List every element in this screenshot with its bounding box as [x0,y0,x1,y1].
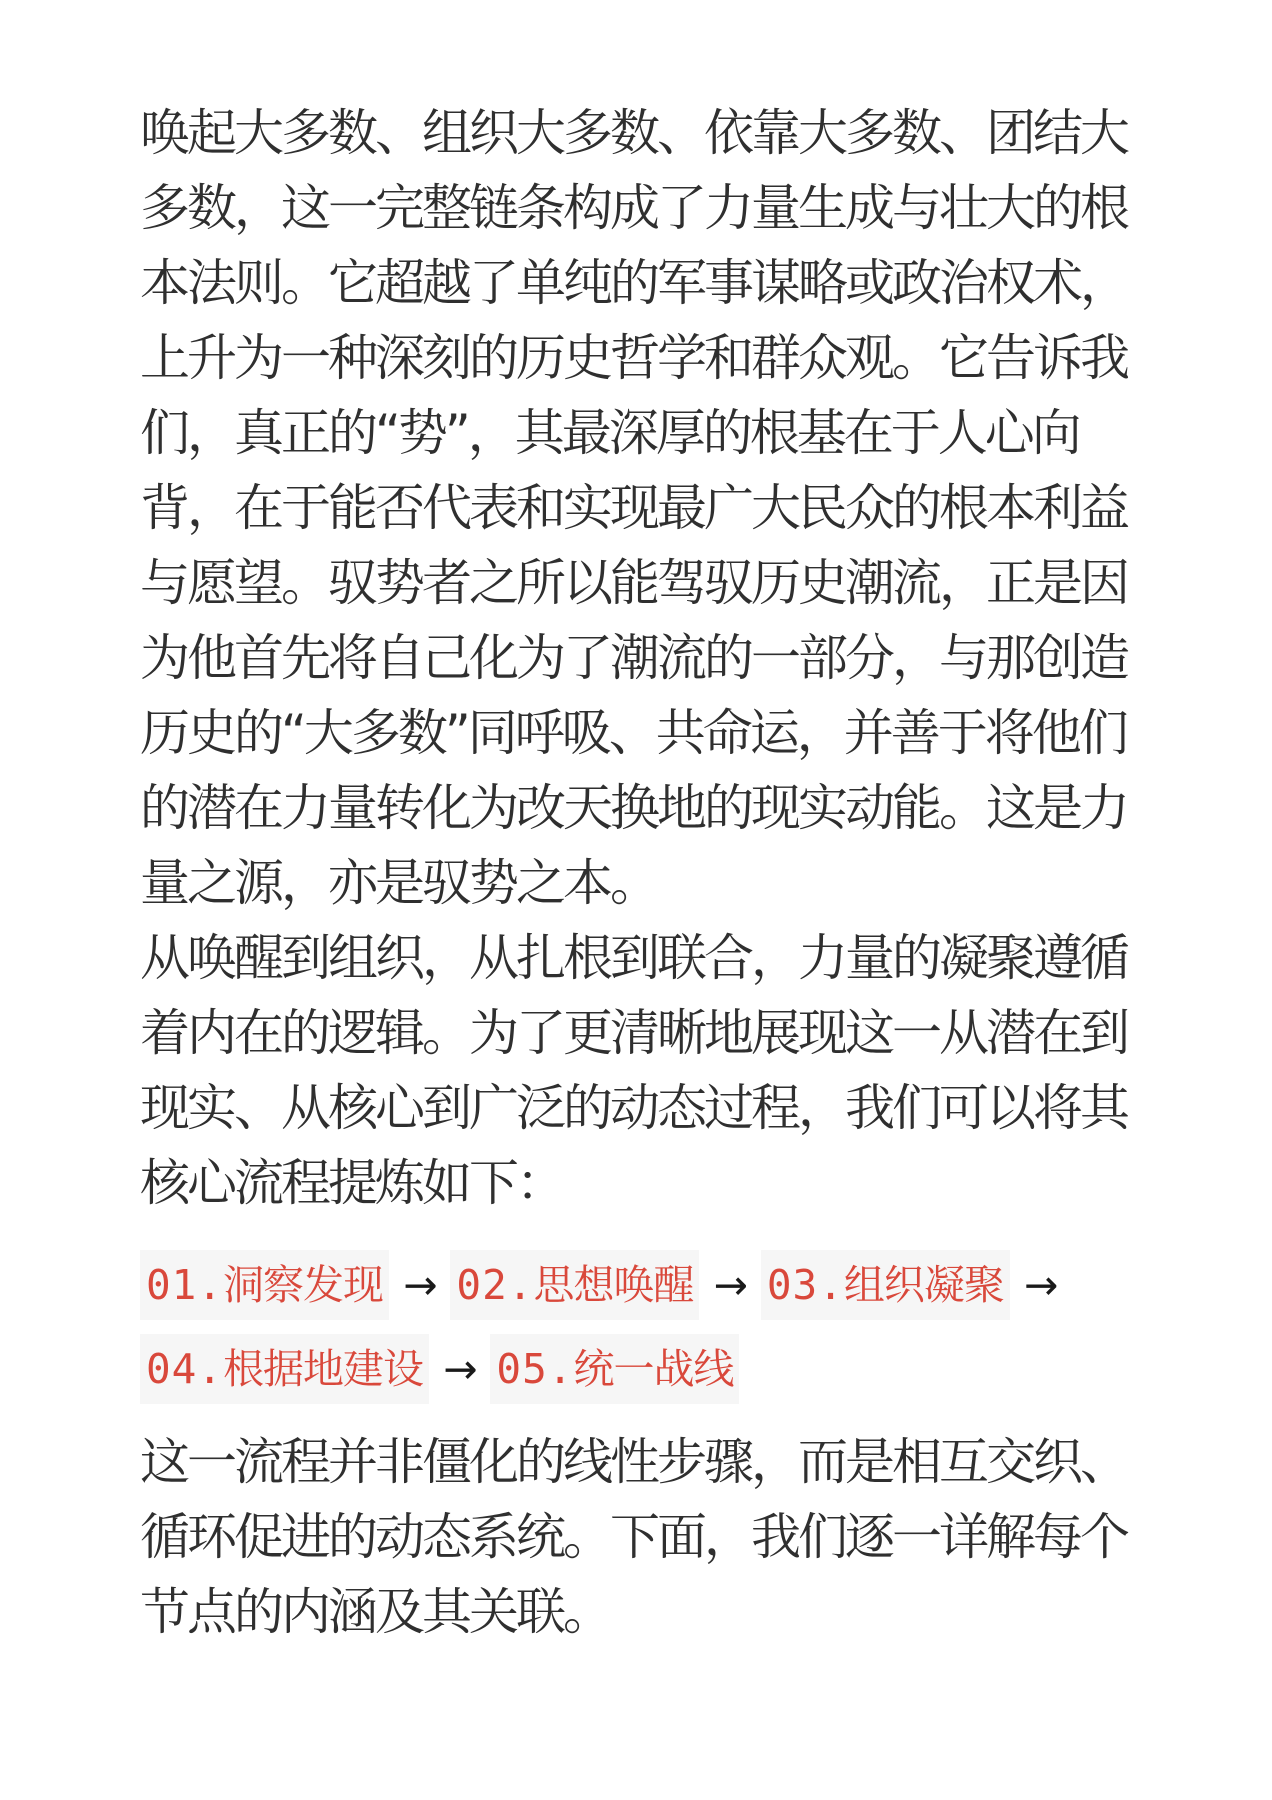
right-arrow-icon: → [713,1261,747,1309]
right-arrow-icon: → [443,1345,477,1393]
flow-step-03 [761,1250,1010,1320]
flow-step-label: 组织凝聚 [843,1261,1004,1309]
flow-step-number: 04. [146,1345,224,1393]
flow-step-number: 01. [146,1261,224,1309]
flow-step-01 [140,1250,389,1320]
right-arrow-icon: → [403,1261,437,1309]
flow-step-04 [140,1334,429,1404]
right-arrow-icon: → [1023,1261,1058,1309]
flow-sequence [140,1243,1140,1411]
flow-step-number: 03. [766,1261,844,1309]
paragraph-power-source: 唤起大多数、组织大多数、依靠大多数、团结大多数，这一完整链条构成了力量生成与壮大的根本法则。它超越了单纯的军事谋略或政治权术，上升为一种深刻的历史哲学和群众观。它告诉我们，真正的“势”，其最深厚的根基在于人心向背，在于能否代表和实现最广大民众的根本利益与愿望。驭势者之所以能驾驭历史潮流，正是因为他首先将自己化为了潮流的一部分，与那创造历史的“大多数”同呼吸、共命运，并善于将他们的潜在力量转化为改天换地的现实动能。这是力量之源，亦是驭势之本。 [140,104,1127,912]
flow-step-label: 思想唤醒 [533,1261,694,1309]
flow-step-02 [450,1250,699,1320]
flow-step-label: 洞察发现 [223,1261,384,1309]
flow-step-label: 根据地建设 [223,1345,424,1393]
flow-step-number: 05. [496,1345,574,1393]
flow-step-05 [490,1334,739,1404]
flow-step-label: 统一战线 [573,1345,734,1393]
document-page [140,96,1140,1650]
flow-step-number: 02. [456,1261,534,1309]
paragraph-flow-intro: 从唤醒到组织，从扎根到联合，力量的凝聚遵循着内在的逻辑。为了更清晰地展现这一从潜在到现实、从核心到广泛的动态过程，我们可以将其核心流程提炼如下： [140,929,1127,1212]
paragraph-closing: 这一流程并非僵化的线性步骤，而是相互交织、循环促进的动态系统。下面，我们逐一详解每个节点的内涵及其关联。 [140,1433,1127,1641]
